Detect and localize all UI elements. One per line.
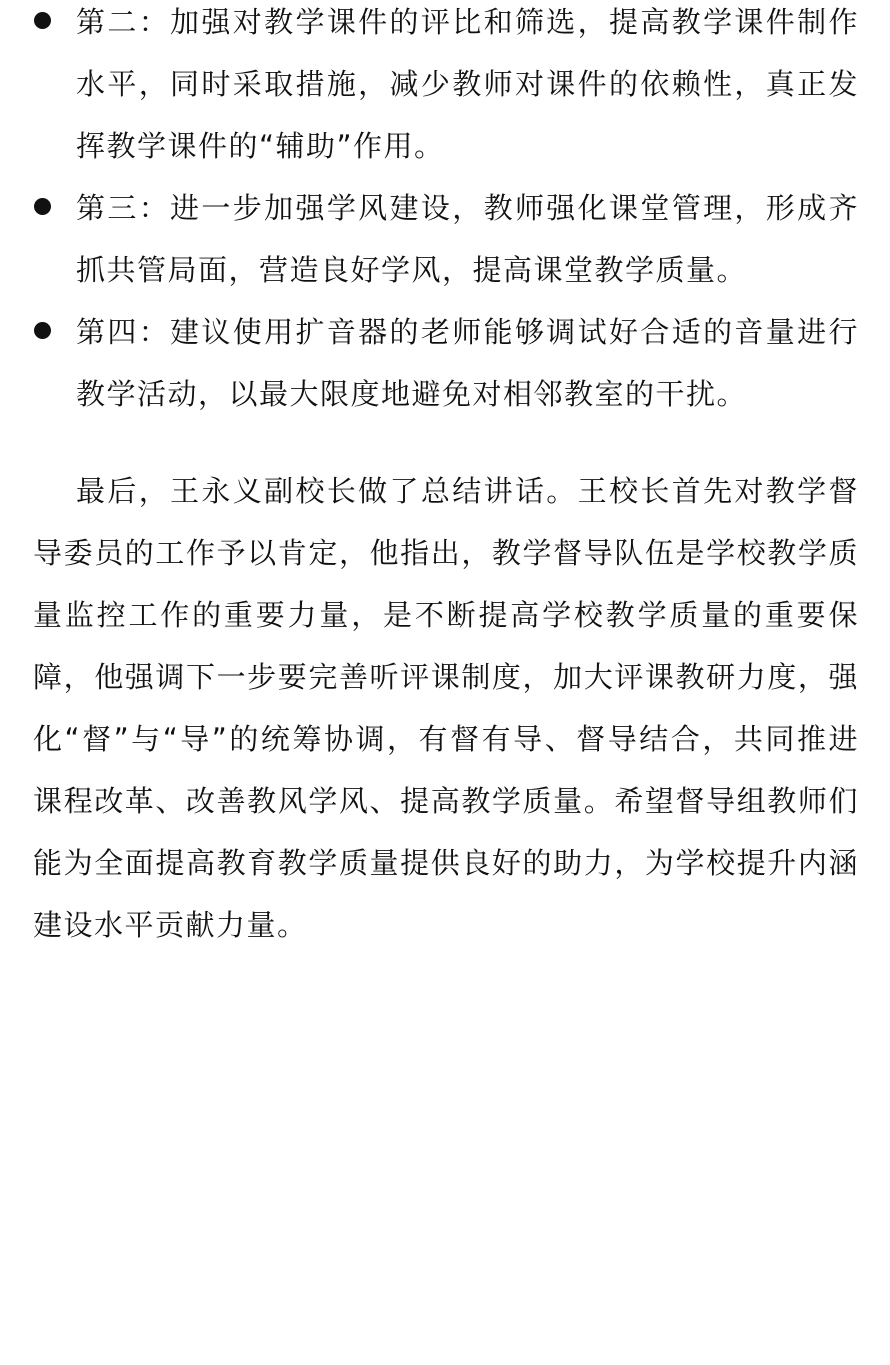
closing-paragraph: 最后，王永义副校长做了总结讲话。王校长首先对教学督导委员的工作予以肯定，他指出，教学督导队伍是学校教学质量监控工作的重要力量，是不断提高学校教学质量的重要保障，他强调下一步要完善听评课制度，加大评课教研力度，强化“督”与“导”的统筹协调，有督有导、督导结合，共同推进课程改革、改善教风学风、提高教学质量。希望督导组教师们能为全面提高教育教学质量提供良好的助力，为学校提升内涵建设水平贡献力量。 xyxy=(33,474,859,942)
list-item-text: 第四：建议使用扩音器的老师能够调试好合适的音量进行教学活动，以最大限度地避免对相邻教室的干扰。 xyxy=(76,315,859,411)
list-item-text: 第三：进一步加强学风建设，教师强化课堂管理，形成齐抓共管局面，营造良好学风，提高课堂教学质量。 xyxy=(76,191,859,287)
list-item xyxy=(33,301,859,425)
list-item-text: 第二：加强对教学课件的评比和筛选，提高教学课件制作水平，同时采取措施，减少教师对课件的依赖性，真正发挥教学课件的“辅助”作用。 xyxy=(76,5,859,163)
bullet-dot-icon xyxy=(34,198,51,215)
list-item xyxy=(33,0,859,177)
bullet-dot-icon xyxy=(34,322,51,339)
bullet-dot-icon xyxy=(34,12,51,29)
list-item xyxy=(33,177,859,301)
recommendation-list xyxy=(33,0,859,425)
